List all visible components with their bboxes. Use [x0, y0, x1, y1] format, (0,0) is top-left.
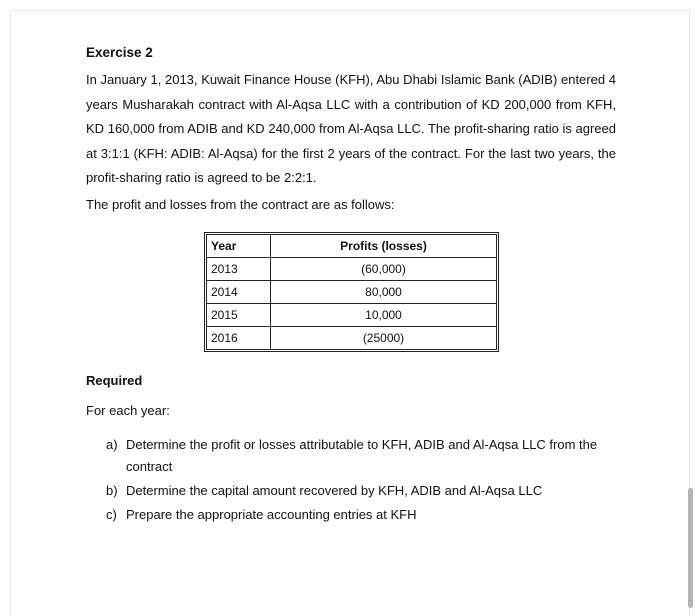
list-item-text: Determine the capital amount recovered by KFH, ADIB and Al-Aqsa LLC: [126, 483, 543, 498]
table-intro-text: The profit and losses from the contract are as follows:: [86, 197, 395, 212]
table-row: [207, 281, 497, 304]
year-cell: 2014: [207, 281, 271, 304]
list-marker: a): [106, 437, 118, 452]
list-item-text: Prepare the appropriate accounting entries at KFH: [126, 507, 417, 522]
list-item: [106, 434, 606, 478]
profit-cell: (25000): [271, 327, 497, 350]
required-heading: Required: [86, 373, 143, 388]
list-item: [106, 480, 606, 502]
list-item-text: Determine the profit or losses attributable to KFH, ADIB and Al-Aqsa LLC from the contract: [126, 437, 598, 474]
profit-cell: 80,000: [271, 281, 497, 304]
list-marker: c): [106, 507, 117, 522]
profits-table: [206, 234, 497, 350]
profits-column-header: Profits (losses): [271, 235, 497, 258]
year-column-header: Year: [207, 235, 271, 258]
exercise-paragraph: In January 1, 2013, Kuwait Finance House (KFH), Abu Dhabi Islamic Bank (ADIB) entered 4 years Musharakah contract with Al-Aqsa LLC with a contribution of KD 200,000 from KFH, KD 160,000 from ADIB and KD 240,000 from Al-Aqsa LLC. The profit-sharing ratio is agreed at 3:1:1 (KFH: ADIB: Al-Aqsa) for the first 2 years of the contract. For the last two years, the profit-sharing ratio is agreed to be 2:2:1.: [86, 72, 616, 186]
table-row: [207, 304, 497, 327]
list-item: [106, 504, 606, 526]
list-marker: b): [106, 483, 118, 498]
table-row: [207, 327, 497, 350]
table-row: [207, 258, 497, 281]
requirements-list: [106, 434, 606, 528]
for-each-year-text: For each year:: [86, 403, 170, 418]
table-header-row: [207, 235, 497, 258]
profit-cell: (60,000): [271, 258, 497, 281]
year-cell: 2016: [207, 327, 271, 350]
year-cell: 2013: [207, 258, 271, 281]
profit-cell: 10,000: [271, 304, 497, 327]
exercise-title: Exercise 2: [86, 45, 153, 60]
vertical-scrollbar[interactable]: [688, 488, 693, 608]
year-cell: 2015: [207, 304, 271, 327]
